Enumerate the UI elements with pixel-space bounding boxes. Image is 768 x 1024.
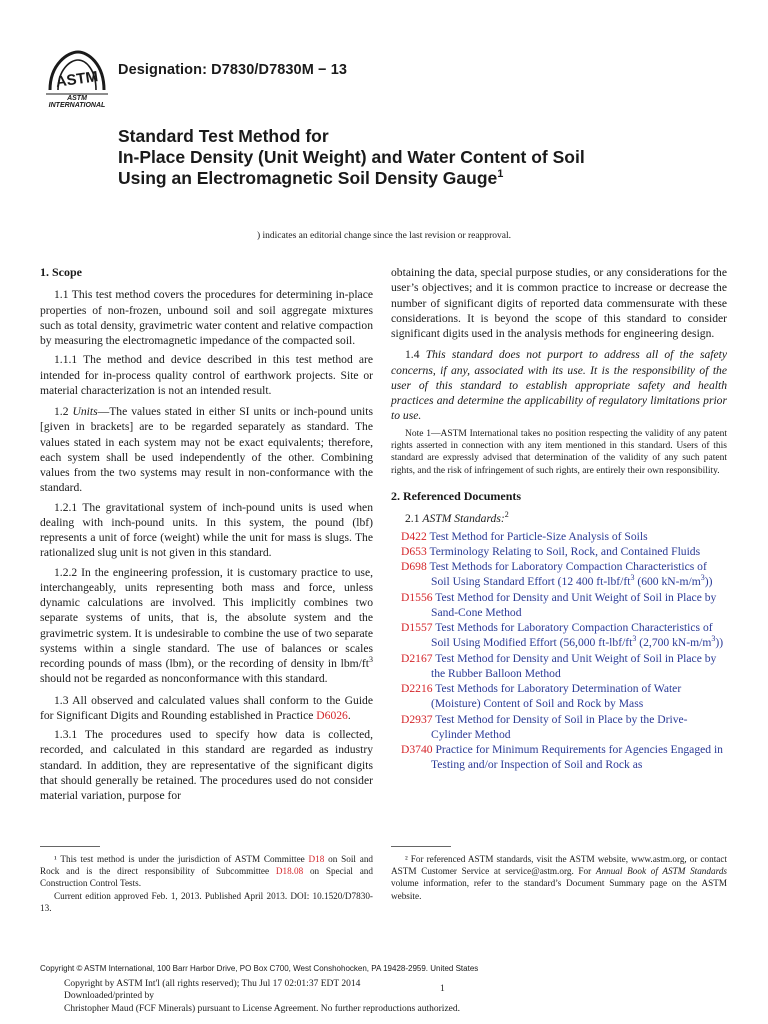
- reference-code[interactable]: D2937: [401, 712, 433, 726]
- title-footnote-mark: 1: [497, 168, 504, 181]
- para-1-1-1: 1.1.1 The method and device described in this test method are intended for in-process quality control of earthwork projects. Site or material characterization is not an intended result.: [40, 353, 373, 397]
- reference-item[interactable]: [391, 712, 727, 743]
- title-line-3: Using an Electromagnetic Soil Density Gauge$^1$: [118, 168, 504, 188]
- download-line-1: Copyright by ASTM Int'l (all rights reserved); Thu Jul 17 02:01:37 EDT 2014: [64, 979, 361, 989]
- para-1-4: 1.4 This standard does not purport to address all of the safety concerns, if any, associated with its use. It is the responsibility of the user of this standard to establish appropriate safety and health practices and determine the applicability of regulatory limitations prior to use.: [391, 348, 727, 423]
- para-1-3-1: 1.3.1 The procedures used to specify how data is collected, recorded, and calculated in this standard are regarded as industry standard. In addition, they are representative of the significant digits that should generally be retained. The procedures used do not consider material variation, purpose for: [40, 728, 373, 802]
- reference-title[interactable]: Test Method for Density and Unit Weight of Soil in Place by the Rubber Balloon Method: [431, 651, 717, 680]
- astm-logo: [42, 50, 112, 108]
- para-1-2-2: 1.2.2 In the engineering profession, it is customary practice to use, interchangeably, units representing both mass and force, unless dynamic calculations are involved. This implicitly combines two separate systems of units, that is, the absolute system and the gravimetric system. It is undesirable to combine the use of two separate systems within a single standard. The use of balances or scales recording pounds of mass (lbm), or the recording of density in lbm/$ft^3$ should not be regarded as nonconformance with this standard.: [40, 565, 373, 686]
- reference-item[interactable]: [391, 742, 727, 773]
- link-d6026[interactable]: D6026: [316, 708, 348, 722]
- link-d18-08[interactable]: D18.08: [275, 866, 304, 877]
- footnote-1-edition: Current edition approved Feb. 1, 2013. Published April 2013. DOI: 10.1520/D7830-13.: [40, 890, 373, 913]
- referenced-heading: 2. Referenced Documents: [391, 489, 522, 504]
- link-d18[interactable]: D18: [308, 854, 325, 864]
- title-line-1: Standard Test Method for: [118, 126, 329, 146]
- reference-item[interactable]: D1557 Test Methods for Laboratory Compaction Characteristics of Soil Using Modified Effort (56,000 $ft-lbf/ft^3$ (2,700 $kN-m/m^3$)): [401, 621, 724, 650]
- para-1-2-1: 1.2.1 The gravitational system of inch-pound units is used when dealing with inch-pound units. In this system, the pound (lbf) represents a unit of force (weight) while the unit for mass is slugs. The rationalized slug unit is not given in this standard.: [40, 500, 373, 560]
- reference-code[interactable]: D1557: [401, 621, 433, 635]
- copyright-line: Copyright © ASTM International, 100 Barr Harbor Drive, PO Box C700, West Conshohocken, PA 19428-2959. United States: [40, 964, 479, 973]
- right-column: [391, 265, 727, 773]
- reference-title[interactable]: Test Method for Particle-Size Analysis of Soils: [426, 529, 648, 543]
- reference-title[interactable]: Test Method for Density of Soil in Place by the Drive-Cylinder Method: [431, 712, 688, 741]
- left-column: [40, 265, 373, 807]
- reference-code[interactable]: D3740: [401, 743, 433, 757]
- reference-title[interactable]: Test Methods for Laboratory Compaction Characteristics of Soil Using Modified Effort (56,000 ft-lbf/ft: [431, 621, 713, 650]
- page-number: 1: [440, 984, 445, 994]
- note-1: Note 1—ASTM International takes no position respecting the validity of any patent rights asserted in connection with any item mentioned in this standard. Users of this standard are expressly advised that determination of the validity of any such patent rights, and the risk of infringement of such rights, are entirely their own responsibility.: [391, 428, 727, 476]
- download-line-2: Downloaded/printed by: [64, 991, 154, 1002]
- para-1-2: 1.2 Units—The values stated in either SI units or inch-pound units [given in brackets] are to be regarded separately as standard. The values stated in each system may not be exact equivalents; therefore, each system shall be used independently of the other. Combining values from the two systems may result in non-conformance with the standard.: [40, 405, 373, 495]
- reference-code[interactable]: D2167: [401, 651, 433, 665]
- reference-item[interactable]: [391, 681, 727, 712]
- document-title: [118, 126, 718, 189]
- reference-item[interactable]: [391, 529, 727, 544]
- reference-code[interactable]: D1556: [401, 590, 433, 604]
- reference-code[interactable]: D653: [401, 544, 427, 558]
- footnote-1: ¹ This test method is under the jurisdiction of ASTM Committee D18 on Soil and Rock and is the direct responsibility of Subcommittee D18.08 on Special and Construction Control Tests. Current edition approved Feb. 1, 2013. Published April 2013. DOI: 10.1520/D7830-13.: [40, 854, 374, 913]
- para-1-3-1-continued: obtaining the data, special purpose studies, or any considerations for the user’s objectives; and it is common practice to increase or decrease the number of significant digits of reported data commensurate with these considerations. It is beyond the scope of this standard to consider significant digits used in the analysis methods for engineering design.: [391, 266, 727, 340]
- reference-item[interactable]: [391, 590, 727, 621]
- svg-text:ASTM: ASTM: [54, 68, 100, 91]
- reference-item[interactable]: [391, 544, 727, 559]
- reference-title[interactable]: Practice for Minimum Requirements for Agencies Engaged in Testing and/or Inspection of Soil and Rock as: [431, 743, 723, 772]
- reference-list: [391, 529, 727, 773]
- reference-item[interactable]: [391, 651, 727, 682]
- editorial-note: ) indicates an editorial change since the last revision or reapproval.: [256, 231, 512, 241]
- footnote-rule-right: [391, 846, 451, 847]
- footnote-2: ² For referenced ASTM standards, visit the ASTM website, www.astm.org, or contact ASTM Customer Service at service@astm.org. For Annual Book of ASTM Standards volume information, refer to the standard’s Document Summary page on the ASTM website.: [391, 854, 727, 901]
- designation: Designation: D7830/D7830M − 13: [118, 62, 348, 78]
- download-info: [64, 978, 460, 1015]
- reference-title[interactable]: Test Methods for Laboratory Determination of Water (Moisture) Content of Soil and Rock by Mass: [431, 682, 682, 711]
- para-2-1: 2.1 ASTM Standards:$^2$: [405, 510, 509, 526]
- reference-code[interactable]: D422: [401, 529, 427, 543]
- title-line-2: In-Place Density (Unit Weight) and Water Content of Soil: [118, 147, 585, 167]
- reference-code[interactable]: D2216: [401, 682, 433, 696]
- footnote-rule-left: [40, 846, 100, 847]
- download-line-3: Christopher Maud (FCF Minerals) pursuant to License Agreement. No further reproductions authorized.: [64, 1003, 461, 1014]
- reference-title[interactable]: Terminology Relating to Soil, Rock, and Contained Fluids: [426, 544, 701, 558]
- reference-title[interactable]: Test Methods for Laboratory Compaction Characteristics of Soil Using Standard Effort (12 400 ft-lbf/ft: [426, 560, 707, 589]
- logo-text: ASTM INTERNATIONAL: [48, 95, 106, 109]
- reference-code[interactable]: D698: [401, 560, 427, 574]
- reference-title[interactable]: Test Method for Density and Unit Weight of Soil in Place by Sand-Cone Method: [431, 590, 717, 619]
- reference-item[interactable]: D698 Test Methods for Laboratory Compaction Characteristics of Soil Using Standard Effort (12 400 $ft-lbf/ft^3$ (600 $kN-m/m^3$)): [401, 560, 713, 589]
- scope-heading: 1. Scope: [40, 265, 82, 279]
- para-1-1: 1.1 This test method covers the procedures for determining in-place properties of non-frozen, unbound soil and soil aggregate mixtures such as total density, gravimetric water content and relative compaction by measuring the electromagnetic impedance of the compacted soil.: [40, 288, 373, 347]
- para-1-3: 1.3 All observed and calculated values shall conform to the Guide for Significant Digits and Rounding established in Practice D6026.: [40, 693, 373, 722]
